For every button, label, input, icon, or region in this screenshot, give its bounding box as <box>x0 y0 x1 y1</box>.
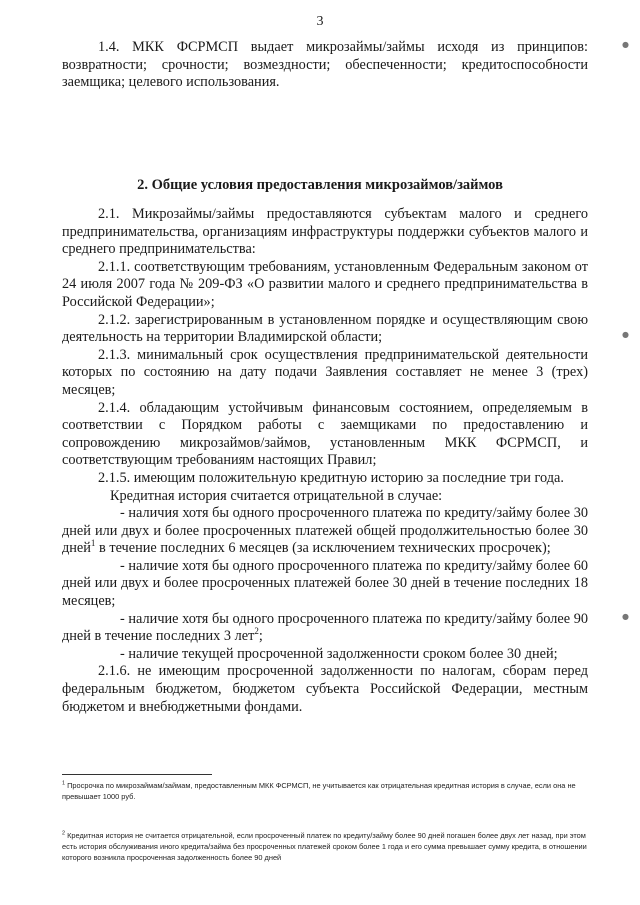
section-heading: 2. Общие условия предоставления микрозаймов/займов <box>137 177 503 193</box>
section-2-text <box>62 206 588 716</box>
paragraph-2-1-3: 2.1.3. минимальный срок осуществления предпринимательской деятельности которых по состоянию на дату подачи Заявления составляет не менее 3 (трех) месяцев; <box>62 346 588 398</box>
credit-condition-3 <box>62 611 588 646</box>
footnote-divider <box>62 774 212 775</box>
paragraph-2-1-1: 2.1.1. соответствующим требованиям, установленным Федеральным законом от 24 июля 2007 года № 209-ФЗ «О развитии малого и среднего предпринимательства в Российской Федерации»; <box>62 258 588 310</box>
credit-condition-2: - наличие хотя бы одного просроченного платежа по кредиту/займу более 60 дней или двух и более просроченных платежей более 30 дней в течение последних 18 месяцев; <box>62 557 588 610</box>
footnote-ref-2: 2 <box>254 626 259 637</box>
footnote-ref-1: 1 <box>90 538 96 549</box>
footnote-1 <box>62 780 592 802</box>
footnote-2-text: Кредитная история не считается отрицательной, если просроченный платеж по кредиту/займу более 90 дней погашен более двух лет назад, при этом есть история обслуживания иного кредита/займа без просроченных платежей сроком более 1 года и его сумма превышает сумму кредита, в отношении которого возникла просроченная задолженность более 90 дней <box>62 831 587 862</box>
footnote-1-text: Просрочка по микрозаймам/займам, предоставленным МКК ФСРМСП, не учитывается как отрицательная кредитная история в случае, если она не превышает 1000 руб. <box>62 781 576 801</box>
page-number: 3 <box>316 14 324 29</box>
margin-scan-mark: ● <box>622 612 629 621</box>
credit-condition-1-text-end: в течение последних 6 месяцев (за исключением технических просрочек); <box>95 540 551 557</box>
margin-scan-mark: ● <box>622 40 629 49</box>
margin-scan-mark: ● <box>622 330 629 339</box>
paragraph-1-4: 1.4. МКК ФСРМСП выдает микрозаймы/займы исходя из принципов: возвратности; срочности; возмездности; обеспеченности; кредитоспособности заемщика; целевого использования. <box>62 39 588 91</box>
paragraph-2-1: 2.1. Микрозаймы/займы предоставляются субъектам малого и среднего предпринимательства, организациям инфраструктуры поддержки субъектов малого и среднего предпринимательства: <box>62 206 588 258</box>
paragraph-2-1-5: 2.1.5. имеющим положительную кредитную историю за последние три года. <box>98 469 564 486</box>
paragraph-2-1-4: 2.1.4. обладающим устойчивым финансовым состоянием, определяемым в соответствии с Порядком работы с заемщиками по предоставлению и сопровождению микрозаймов/займов, установленным МКК ФСРМСП, и соответствующим требованиям настоящих Правил; <box>62 399 588 469</box>
credit-history-intro: Кредитная история считается отрицательной в случае: <box>110 487 443 504</box>
footnote-1-mark: 1 <box>62 780 66 787</box>
footnote-2-mark: 2 <box>62 830 66 837</box>
credit-condition-4: - наличие текущей просроченной задолженности сроком более 30 дней; <box>120 645 558 662</box>
paragraph-2-1-6: 2.1.6. не имеющим просроченной задолженности по налогам, сборам перед федеральным бюджетом, бюджетом субъекта Российской Федерации, местным бюджетом и внебюджетными фондами. <box>62 663 588 715</box>
credit-condition-3-text: - наличие хотя бы одного просроченного платежа по кредиту/займу более 90 дней в течение последних 3 лет <box>62 610 588 645</box>
credit-condition-1-text: - наличия хотя бы одного просроченного платежа по кредиту/займу более 30 дней или двух и более просроченных платежей общей продолжительностью более 30 дней <box>62 505 588 557</box>
footnote-2 <box>62 830 592 863</box>
credit-condition-1 <box>62 505 588 558</box>
paragraph-2-1-2: 2.1.2. зарегистрированным в установленном порядке и осуществляющим свою деятельность на территории Владимирской области; <box>62 311 588 346</box>
section-1-text <box>62 39 588 92</box>
credit-condition-3-text-end: ; <box>258 628 263 645</box>
